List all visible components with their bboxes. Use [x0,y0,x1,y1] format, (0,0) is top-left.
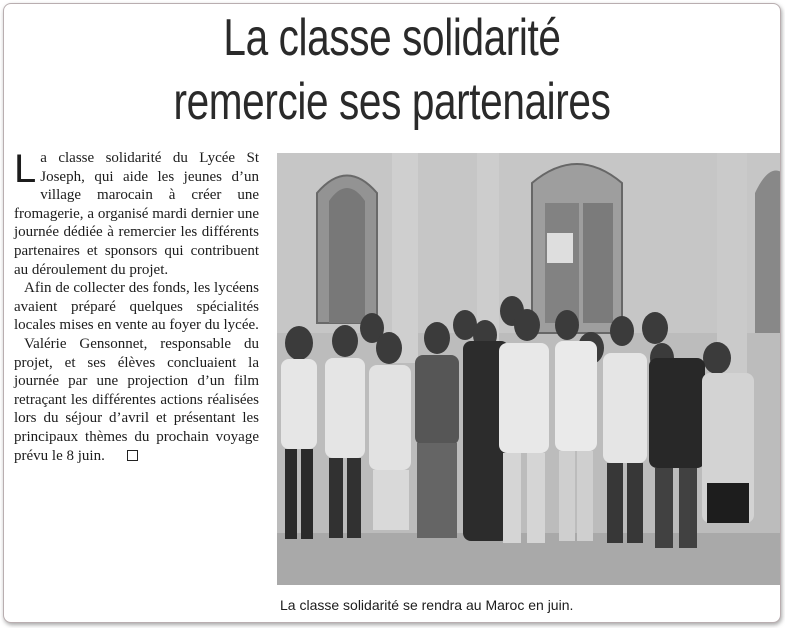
newspaper-clipping [3,3,781,623]
group-photo [277,153,781,585]
end-of-article-mark [127,450,138,461]
article-paragraph-3-text: Valérie Gensonnet, responsable du projet, et ses élèves concluaient la journée par une projection d’un film retraçant les différentes actions réalisées lors du séjour d’avril et présentant les principaux thèmes du prochain voyage prévu le 8 juin. [14,335,259,464]
photo-caption: La classe solidarité se rendra au Maroc en juin. [280,597,574,613]
article-paragraph-1 [14,149,259,279]
article-body [14,149,259,465]
article-paragraph-2: Afin de collecter des fonds, les lycéens avaient préparé quelques spécialités locales mises en vente au foyer du lycée. [14,280,259,334]
headline [89,6,694,134]
headline-line-2: remercie ses partenaires [173,73,611,131]
headline-line-1: La classe solidarité [223,9,561,67]
article-paragraph-1-text: a classe solidarité du Lycée St Joseph, qui aide les jeunes d’un village marocain à créer une fromagerie, a organisé mardi dernier une journée dédiée à remercier les différents partenaires et sponsors qui contribuent au déroulement du projet. [14,150,259,278]
group-photo-illustration [277,153,781,585]
article-paragraph-3 [14,335,259,465]
drop-cap: L [14,147,37,191]
